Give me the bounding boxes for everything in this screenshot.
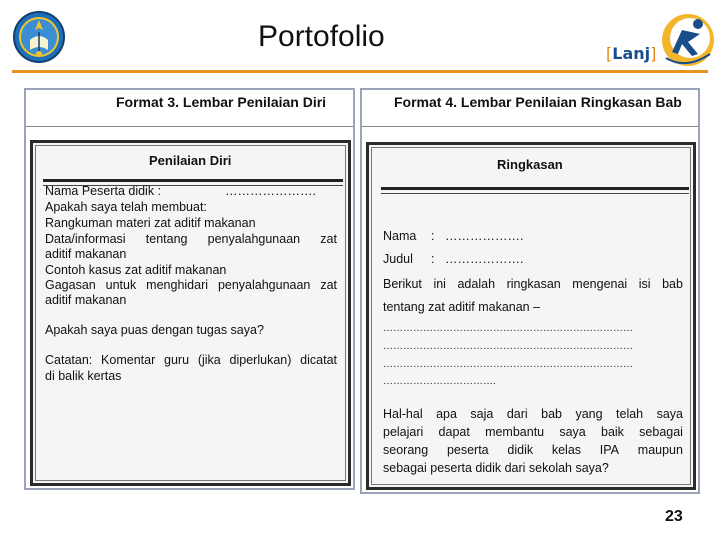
name-label: Nama [383,229,417,243]
summary-dots: ………………………………………………………………… [383,359,633,370]
checklist-item: Rangkuman materi zat aditif makanan [45,216,256,230]
page-number: 23 [665,508,683,525]
slide-title: Portofolio [258,20,385,53]
checklist-question: Apakah saya telah membuat: [45,200,207,214]
reflection-question: pelajari dapat membantu saya baik sebagai [383,425,683,439]
reflection-question-cont: sebagai peserta didik dari sekolah saya? [383,461,609,475]
summary-dots: ………………………………………………………………… [383,341,633,352]
panel-header-divider [26,126,353,127]
chapter-summary-sheet [366,142,696,490]
note-text-cont: di balik kertas [45,369,122,383]
title-dots: ………………. [445,252,524,266]
student-name-label: Nama Peserta didik : [45,184,162,198]
title-divider [12,70,708,73]
checklist-item-cont: aditif makanan [45,293,127,307]
checklist-item: Contoh kasus zat aditif makanan [45,263,227,277]
reflection-question: Hal-hal apa saja dari bab yang telah saya [383,407,684,421]
reflection-question: seorang peserta didik kelas IPA maupun [383,443,683,457]
summary-dots-short: ……………………………. [383,376,496,387]
sheet-rule [43,179,343,182]
note-text: Catatan: Komentar guru (jika diperlukan) dicatat [45,353,338,367]
title-colon: : [431,252,435,266]
open-bracket: [ [606,44,613,63]
sheet-rule [381,187,689,190]
kurikulum-logo-icon [652,8,718,74]
continued-label [606,44,656,63]
summary-intro: Berikut ini adalah ringkasan mengenai isi bab [383,277,683,291]
self-assessment-format-panel [24,88,355,490]
checklist-item: Gagasan untuk menghidari penyalahgunaan zat [45,278,337,292]
panel-title: Format 4. Lembar Penilaian Ringkasan Bab [394,94,682,110]
checklist-item-cont: aditif makanan [45,247,127,261]
student-name-dots: …………………. [225,184,316,198]
satisfaction-question: Apakah saya puas dengan tugas saya? [45,323,264,337]
panel-title: Format 3. Lembar Penilaian Diri [116,94,327,110]
panel-header-divider [362,126,698,127]
name-colon: : [431,229,435,243]
sheet-title: Ringkasan [497,157,563,172]
tut-wuri-handayani-logo-icon [12,10,66,64]
self-assessment-sheet [30,140,351,486]
summary-dots: ………………………………………………………………… [383,323,633,334]
continued-text: Lanj [612,44,651,63]
close-bracket: ] [650,44,657,63]
checklist-item: Data/informasi tentang penyalahgunaan zat [45,232,337,246]
chapter-summary-format-panel [360,88,700,494]
title-label: Judul [383,252,413,266]
sheet-rule-thin [381,193,689,194]
name-dots: ………………. [445,229,524,243]
sheet-title: Penilaian Diri [149,153,232,168]
summary-intro-cont: tentang zat aditif makanan – [383,300,541,314]
